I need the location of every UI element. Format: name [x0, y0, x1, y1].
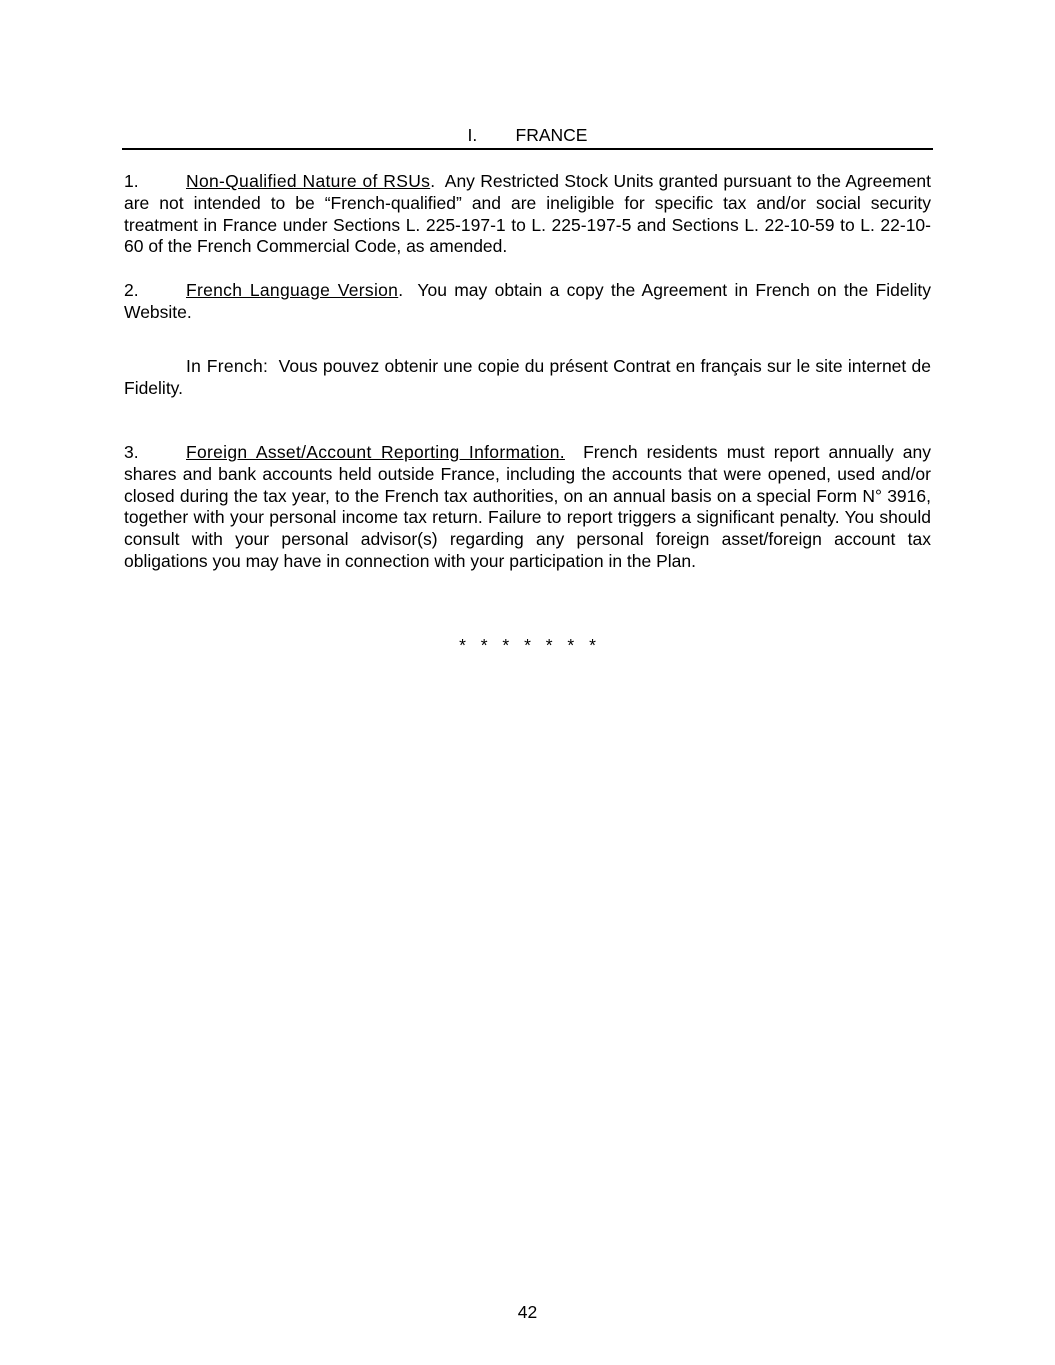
paragraph-3: [124, 442, 931, 573]
paragraph-3-number: 3.: [124, 442, 139, 462]
section-heading-title: FRANCE: [515, 125, 588, 145]
paragraph-1-title-suffix: .: [430, 171, 436, 191]
end-of-section-marker: * * * * * * *: [459, 635, 596, 655]
french-translation-paragraph: [124, 356, 931, 400]
paragraph-1-title: Non-Qualified Nature of RSUs: [186, 171, 431, 191]
paragraph-1-number: 1.: [124, 171, 139, 191]
french-translation-label: In French:: [186, 356, 269, 376]
paragraph-1-body: Any Restricted Stock Units granted pursuant to the Agreement are not intended to be “French-qualified” and are ineligible for specific tax and/or social security treatment in France under Sections L. 225-197-1 to L. 225-197-5 and Sections L. 22-10-59 to L. 22-10-60 of the French Commercial Code, as amended.: [124, 171, 931, 257]
paragraph-2-number: 2.: [124, 280, 139, 300]
paragraph-2-title-suffix: .: [398, 280, 404, 300]
section-heading-number: I.: [467, 125, 478, 145]
paragraph-2-body: You may obtain a copy the Agreement in French on the Fidelity Website.: [124, 280, 931, 322]
paragraph-3-body: French residents must report annually any shares and bank accounts held outside France, including the accounts that were opened, used and/or closed during the tax year, to the French tax authorities, on an annual basis on a special Form N° 3916, together with your personal income tax return. Failure to report triggers a significant penalty. You should consult with your personal advisor(s) regarding any personal foreign asset/foreign account tax obligations you may have in connection with your participation in the Plan.: [124, 442, 931, 571]
section-heading: [122, 124, 933, 150]
paragraph-1: [124, 171, 931, 258]
page-number: 42: [517, 1302, 538, 1322]
paragraph-2: [124, 280, 931, 324]
french-translation-text: Vous pouvez obtenir une copie du présent Contrat en français sur le site internet de Fidelity.: [124, 356, 931, 398]
paragraph-3-title: Foreign Asset/Account Reporting Information.: [186, 442, 565, 462]
paragraph-2-title: French Language Version: [186, 280, 399, 300]
